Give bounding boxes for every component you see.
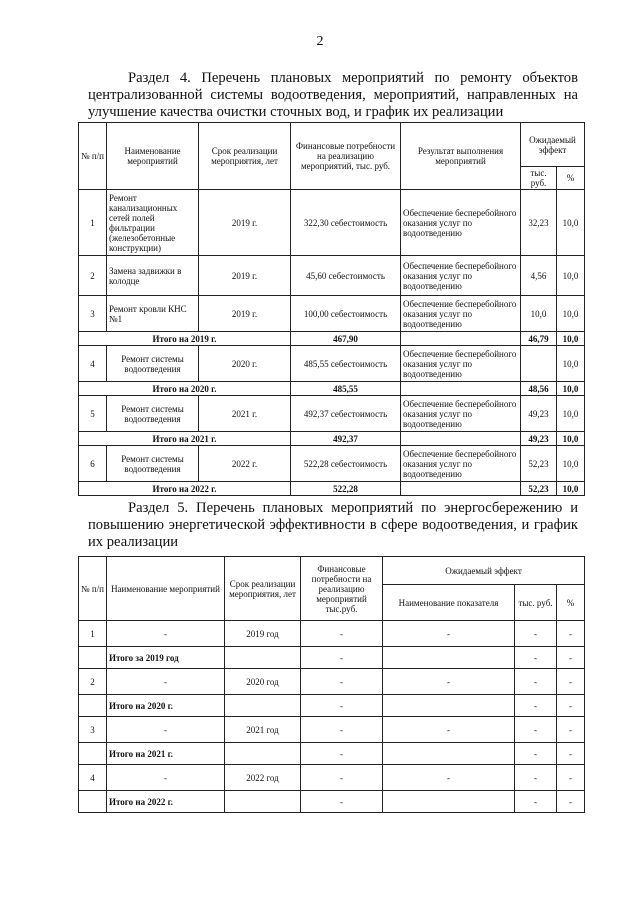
cell-pct: - xyxy=(557,621,585,647)
cell-finance: - xyxy=(301,669,383,695)
table-row xyxy=(79,717,585,743)
cell-pct: 10,0 xyxy=(557,346,585,382)
s5-header-num: № п/п xyxy=(79,557,107,621)
total-row xyxy=(79,432,585,446)
cell-thous: - xyxy=(515,717,557,743)
table-row xyxy=(79,346,585,382)
header-finance: Финансовые потребности на реализацию мероприятий, тыс. руб. xyxy=(291,123,401,190)
total-thous: - xyxy=(515,791,557,813)
s5-header-finance: Финансовые потребности на реализацию мероприятий тыс.руб. xyxy=(301,557,383,621)
cell-thous: 49,23 xyxy=(521,396,557,432)
cell-num: 3 xyxy=(79,296,107,332)
cell-num: 6 xyxy=(79,446,107,482)
cell-pct: 10,0 xyxy=(557,256,585,296)
total-thous: 48,56 xyxy=(521,382,557,396)
cell-name: Ремонт канализационных сетей полей фильтрации (железобетонные конструкции) xyxy=(107,190,199,256)
total-finance: 522,28 xyxy=(291,482,401,496)
total-row xyxy=(79,695,585,717)
total-label: Итого на 2021 г. xyxy=(107,743,225,765)
cell-pct: - xyxy=(557,669,585,695)
cell-name: Замена задвижки в колодце xyxy=(107,256,199,296)
cell-finance: 100,00 себестоимость xyxy=(291,296,401,332)
table-row xyxy=(79,396,585,432)
cell-thous: 10,0 xyxy=(521,296,557,332)
total-finance: 492,37 xyxy=(291,432,401,446)
cell-thous: 32,23 xyxy=(521,190,557,256)
total-pct: 10,0 xyxy=(557,482,585,496)
cell-pct: - xyxy=(557,765,585,791)
cell-name: - xyxy=(107,621,225,647)
cell-name: - xyxy=(107,669,225,695)
cell-indicator: - xyxy=(383,717,515,743)
total-pct: 10,0 xyxy=(557,432,585,446)
section-5-table xyxy=(78,556,585,813)
cell-name: Ремонт системы водоотведения xyxy=(107,446,199,482)
total-pct: - xyxy=(557,743,585,765)
cell-term: 2019 г. xyxy=(199,256,291,296)
cell-finance: 522,28 себестоимость xyxy=(291,446,401,482)
cell-finance: 485,55 себестоимость xyxy=(291,346,401,382)
cell-term: 2022 год xyxy=(225,765,301,791)
cell-thous: - xyxy=(515,765,557,791)
total-label: Итого на 2020 г. xyxy=(79,382,291,396)
cell-term: 2019 год xyxy=(225,621,301,647)
total-label: Итого на 2020 г. xyxy=(107,695,225,717)
cell-name: - xyxy=(107,717,225,743)
total-pct: 10,0 xyxy=(557,382,585,396)
total-label: Итого на 2019 г. xyxy=(79,332,291,346)
cell-result: Обеспечение бесперебойного оказания услуг по водоотведению xyxy=(401,396,521,432)
cell-term: 2019 г. xyxy=(199,296,291,332)
table-row xyxy=(79,296,585,332)
total-row xyxy=(79,332,585,346)
cell-term: 2022 г. xyxy=(199,446,291,482)
cell-result: Обеспечение бесперебойного оказания услуг по водоотведению xyxy=(401,446,521,482)
total-row xyxy=(79,647,585,669)
total-pct: 10,0 xyxy=(557,332,585,346)
total-finance: - xyxy=(301,647,383,669)
cell-num: 5 xyxy=(79,396,107,432)
s5-header-term: Срок реализации мероприятия, лет xyxy=(225,557,301,621)
cell-finance: - xyxy=(301,717,383,743)
header-pct: % xyxy=(557,167,585,190)
table-row xyxy=(79,621,585,647)
cell-name: - xyxy=(107,765,225,791)
section-5-title: Раздел 5. Перечень плановых мероприятий по энергосбережению и повышению энергетической эффективности в сфере водоотведения, и график их реализации xyxy=(88,500,578,550)
cell-finance: - xyxy=(301,621,383,647)
cell-num: 1 xyxy=(79,621,107,647)
cell-pct: 10,0 xyxy=(557,396,585,432)
total-label: Итого на 2022 г. xyxy=(107,791,225,813)
total-thous: - xyxy=(515,695,557,717)
cell-result: Обеспечение бесперебойного оказания услуг по водоотведению xyxy=(401,256,521,296)
total-label: Итого на 2022 г. xyxy=(79,482,291,496)
section-4-table xyxy=(78,122,585,496)
cell-pct: 10,0 xyxy=(557,190,585,256)
total-finance: - xyxy=(301,695,383,717)
cell-thous: - xyxy=(515,669,557,695)
table-row xyxy=(79,256,585,296)
cell-indicator: - xyxy=(383,765,515,791)
table-row xyxy=(79,669,585,695)
cell-num: 4 xyxy=(79,346,107,382)
total-thous: - xyxy=(515,647,557,669)
cell-indicator: - xyxy=(383,621,515,647)
cell-thous: 4,56 xyxy=(521,256,557,296)
cell-term: 2021 год xyxy=(225,717,301,743)
cell-finance: - xyxy=(301,765,383,791)
cell-term: 2020 год xyxy=(225,669,301,695)
cell-term: 2020 г. xyxy=(199,346,291,382)
cell-name: Ремонт системы водоотведения xyxy=(107,396,199,432)
cell-finance: 322,30 себестоимость xyxy=(291,190,401,256)
cell-result: Обеспечение бесперебойного оказания услуг по водоотведению xyxy=(401,346,521,382)
header-effect: Ожидаемый эффект xyxy=(521,123,585,167)
cell-thous xyxy=(521,346,557,382)
table-row xyxy=(79,446,585,482)
cell-num: 1 xyxy=(79,190,107,256)
total-pct: - xyxy=(557,695,585,717)
cell-num: 4 xyxy=(79,765,107,791)
total-finance: 485,55 xyxy=(291,382,401,396)
total-row xyxy=(79,743,585,765)
cell-term: 2019 г. xyxy=(199,190,291,256)
total-label: Итого на 2021 г. xyxy=(79,432,291,446)
s5-header-name: Наименование мероприятий xyxy=(107,557,225,621)
header-result: Результат выполнения мероприятий xyxy=(401,123,521,190)
cell-num: 3 xyxy=(79,717,107,743)
cell-thous: 52,23 xyxy=(521,446,557,482)
s5-header-indicator: Наименование показателя xyxy=(383,585,515,621)
cell-name: Ремонт кровли КНС №1 xyxy=(107,296,199,332)
total-finance: - xyxy=(301,791,383,813)
table-row xyxy=(79,190,585,256)
table-row xyxy=(79,765,585,791)
header-name: Наименование мероприятий xyxy=(107,123,199,190)
cell-pct: 10,0 xyxy=(557,296,585,332)
total-row xyxy=(79,791,585,813)
header-term: Срок реализации мероприятия, лет xyxy=(199,123,291,190)
header-thous: тыс. руб. xyxy=(521,167,557,190)
total-thous: - xyxy=(515,743,557,765)
total-pct: - xyxy=(557,791,585,813)
total-finance: - xyxy=(301,743,383,765)
page-number: 2 xyxy=(316,34,324,49)
header-num: № п/п xyxy=(79,123,107,190)
total-pct: - xyxy=(557,647,585,669)
cell-finance: 45,60 себестоимость xyxy=(291,256,401,296)
total-thous: 52,23 xyxy=(521,482,557,496)
total-thous: 46,79 xyxy=(521,332,557,346)
s5-header-thous: тыс. руб. xyxy=(515,585,557,621)
total-row xyxy=(79,482,585,496)
total-thous: 49,23 xyxy=(521,432,557,446)
total-label: Итого за 2019 год xyxy=(107,647,225,669)
cell-finance: 492,37 себестоимость xyxy=(291,396,401,432)
cell-pct: - xyxy=(557,717,585,743)
cell-thous: - xyxy=(515,621,557,647)
cell-indicator: - xyxy=(383,669,515,695)
s5-header-effect: Ожидаемый эффект xyxy=(383,557,585,585)
cell-num: 2 xyxy=(79,669,107,695)
cell-num: 2 xyxy=(79,256,107,296)
cell-term: 2021 г. xyxy=(199,396,291,432)
total-row xyxy=(79,382,585,396)
cell-pct: 10,0 xyxy=(557,446,585,482)
cell-result: Обеспечение бесперебойного оказания услуг по водоотведению xyxy=(401,190,521,256)
total-finance: 467,90 xyxy=(291,332,401,346)
s5-header-pct: % xyxy=(557,585,585,621)
cell-name: Ремонт системы водоотведения xyxy=(107,346,199,382)
section-4-title: Раздел 4. Перечень плановых мероприятий по ремонту объектов централизованной системы водоотведения, мероприятий, направленных на улучшение качества очистки сточных вод, и график их реализации xyxy=(88,70,578,120)
cell-result: Обеспечение бесперебойного оказания услуг по водоотведению xyxy=(401,296,521,332)
